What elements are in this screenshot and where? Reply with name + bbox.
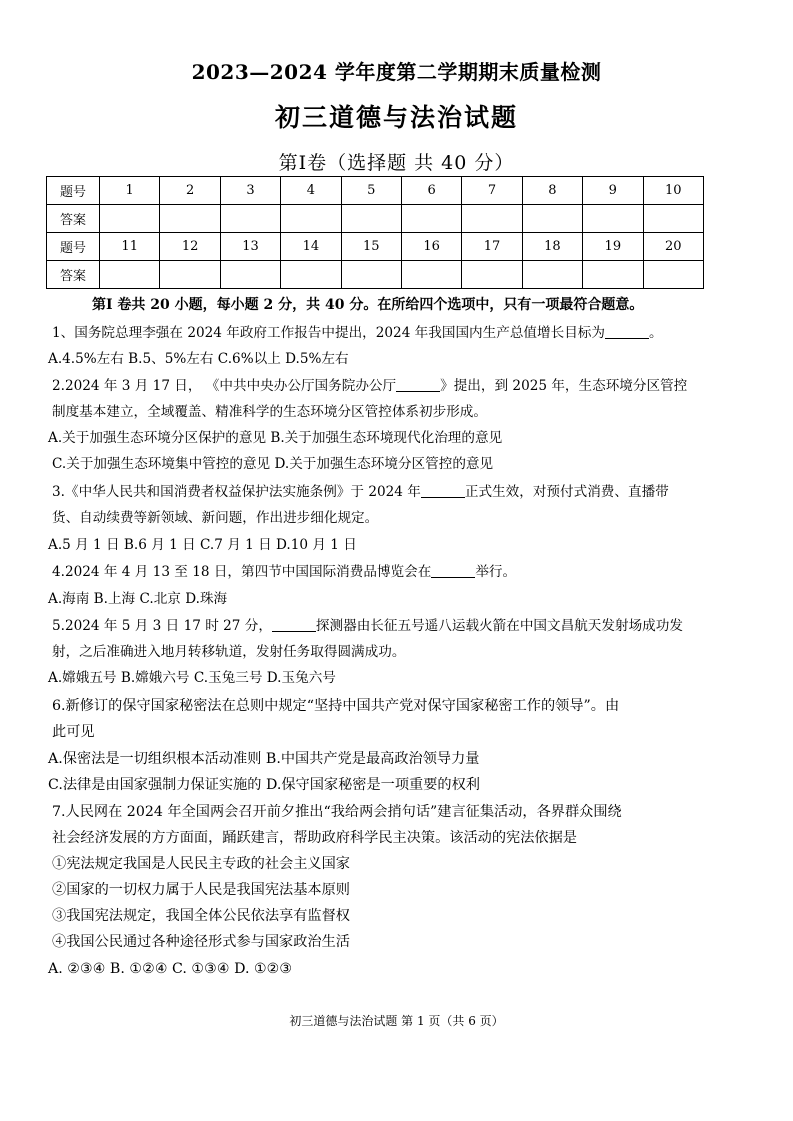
- question-number: 13: [220, 233, 280, 261]
- question-3-text: 3.《中华人民共和国消费者权益保护法实施条例》于 2024 年: [52, 484, 421, 500]
- question-2-line2: 制度基本建立，全域覆盖、精准科学的生态环境分区管控体系初步形成。: [52, 404, 487, 420]
- question-6-line2: 此可见: [52, 724, 95, 740]
- question-5: [48, 617, 683, 635]
- answer-cell[interactable]: [341, 261, 401, 289]
- question-6-options-cd: C.法律是由国家强制力保证实施的 D.保守国家秘密是一项重要的权利: [48, 777, 480, 793]
- answer-cell[interactable]: [100, 205, 160, 233]
- answer-label: 答案: [47, 205, 100, 233]
- question-7-options: A. ②③④ B. ①②④ C. ①③④ D. ①②③: [48, 961, 293, 977]
- question-number: 4: [281, 177, 341, 205]
- question-4-options: A.海南 B.上海 C.北京 D.珠海: [48, 591, 228, 607]
- number-label: 题号: [47, 233, 100, 261]
- answer-cell[interactable]: [583, 261, 643, 289]
- question-7-item-1: ①宪法规定我国是人民民主专政的社会主义国家: [52, 856, 350, 872]
- question-number: 5: [341, 177, 401, 205]
- question-number: 10: [643, 177, 703, 205]
- question-number: 16: [401, 233, 461, 261]
- answer-cell[interactable]: [643, 205, 703, 233]
- answer-table-answer-row-2: [47, 261, 704, 289]
- question-2-tail: 》提出，到 2025 年，生态环境分区管控: [440, 378, 688, 394]
- question-7-item-3: ③我国宪法规定，我国全体公民依法享有监督权: [52, 908, 350, 924]
- answer-cell[interactable]: [401, 205, 461, 233]
- answer-table: [46, 176, 704, 289]
- answer-label: 答案: [47, 261, 100, 289]
- question-number: 19: [583, 233, 643, 261]
- answer-cell[interactable]: [220, 205, 280, 233]
- question-7: 7.人民网在 2024 年全国两会召开前夕推出“我给两会捎句话”建言征集活动，各界群众围绕: [52, 804, 622, 820]
- answer-cell[interactable]: [462, 261, 522, 289]
- answer-cell[interactable]: [462, 205, 522, 233]
- question-number: 2: [160, 177, 220, 205]
- question-2: [48, 377, 687, 395]
- question-7-item-4: ④我国公民通过各种途径形式参与国家政治生活: [52, 934, 350, 950]
- question-number: 12: [160, 233, 220, 261]
- question-number: 11: [100, 233, 160, 261]
- answer-blank: [605, 326, 649, 339]
- answer-cell[interactable]: [220, 261, 280, 289]
- answer-blank: [421, 485, 465, 498]
- answer-table-answer-row-1: [47, 205, 704, 233]
- number-label: 题号: [47, 177, 100, 205]
- question-7-item-2: ②国家的一切权力属于人民是我国宪法基本原则: [52, 882, 350, 898]
- question-5-line2: 射，之后准确进入地月转移轨道，发射任务取得圆满成功。: [52, 644, 406, 660]
- question-7-line2: 社会经济发展的方方面面，踊跃建言，帮助政府科学民主决策。该活动的宪法依据是: [52, 830, 577, 846]
- answer-cell[interactable]: [160, 261, 220, 289]
- question-number: 6: [401, 177, 461, 205]
- question-number: 14: [281, 233, 341, 261]
- question-3-tail: 正式生效，对预付式消费、直播带: [464, 484, 669, 500]
- question-5-text: 5.2024 年 5 月 3 日 17 时 27 分，: [52, 618, 272, 634]
- answer-cell[interactable]: [583, 205, 643, 233]
- question-number: 9: [583, 177, 643, 205]
- answer-cell[interactable]: [341, 205, 401, 233]
- section-instructions: 第Ⅰ 卷共 20 小题，每小题 2 分，共 40 分。在所给四个选项中，只有一项最符合题意。: [92, 297, 644, 313]
- question-number: 3: [220, 177, 280, 205]
- question-5-options: A.嫦娥五号 B.嫦娥六号 C.玉兔三号 D.玉兔六号: [48, 670, 336, 686]
- answer-blank: [396, 379, 440, 392]
- answer-table-number-row-1: [47, 177, 704, 205]
- question-1: [48, 324, 663, 342]
- page-footer: 初三道德与法治试题 第 1 页（共 6 页）: [289, 1014, 504, 1028]
- section-title: 第Ⅰ卷（选择题 共 40 分）: [278, 152, 515, 174]
- question-number: 17: [462, 233, 522, 261]
- answer-cell[interactable]: [100, 261, 160, 289]
- question-number: 1: [100, 177, 160, 205]
- question-number: 18: [522, 233, 582, 261]
- answer-blank: [272, 619, 316, 632]
- question-2-text: 2.2024 年 3 月 17 日， 《中共中央办公厅国务院办公厅: [52, 378, 397, 394]
- answer-cell[interactable]: [281, 205, 341, 233]
- question-3-options: A.5 月 1 日 B.6 月 1 日 C.7 月 1 日 D.10 月 1 日: [48, 537, 357, 553]
- question-4-text: 4.2024 年 4 月 13 至 18 日，第四节中国国际消费品博览会在: [52, 564, 432, 580]
- answer-cell[interactable]: [643, 261, 703, 289]
- answer-table-number-row-2: [47, 233, 704, 261]
- question-6-options-ab: A.保密法是一切组织根本活动准则 B.中国共产党是最高政治领导力量: [48, 751, 480, 767]
- question-4: [48, 563, 516, 581]
- question-5-tail: 探测器由长征五号遥八运载火箭在中国文昌航天发射场成功发: [315, 618, 683, 634]
- answer-cell[interactable]: [281, 261, 341, 289]
- question-1-options: A.4.5%左右 B.5、5%左右 C.6%以上 D.5%左右: [48, 351, 349, 367]
- question-number: 15: [341, 233, 401, 261]
- question-3-line2: 货、自动续费等新领域、新问题，作出进步细化规定。: [52, 510, 379, 526]
- exam-session-title: 2023—2024 学年度第二学期期末质量检测: [191, 60, 602, 84]
- question-number: 20: [643, 233, 703, 261]
- question-2-options-ab: A.关于加强生态环境分区保护的意见 B.关于加强生态环境现代化治理的意见: [48, 430, 503, 446]
- answer-blank: [431, 565, 475, 578]
- question-1-tail: 。: [649, 325, 663, 341]
- question-number: 7: [462, 177, 522, 205]
- question-2-options-cd: C.关于加强生态环境集中管控的意见 D.关于加强生态环境分区管控的意见: [52, 456, 494, 472]
- question-number: 8: [522, 177, 582, 205]
- answer-cell[interactable]: [160, 205, 220, 233]
- question-6: 6.新修订的保守国家秘密法在总则中规定“坚持中国共产党对保守国家秘密工作的领导”。由: [52, 698, 620, 714]
- answer-cell[interactable]: [522, 205, 582, 233]
- question-4-tail: 举行。: [475, 564, 517, 580]
- answer-cell[interactable]: [522, 261, 582, 289]
- answer-cell[interactable]: [401, 261, 461, 289]
- question-3: [48, 483, 669, 501]
- question-1-text: 1、国务院总理李强在 2024 年政府工作报告中提出，2024 年我国国内生产总值增长目标为: [52, 325, 605, 341]
- exam-subject-title: 初三道德与法治试题: [274, 103, 518, 132]
